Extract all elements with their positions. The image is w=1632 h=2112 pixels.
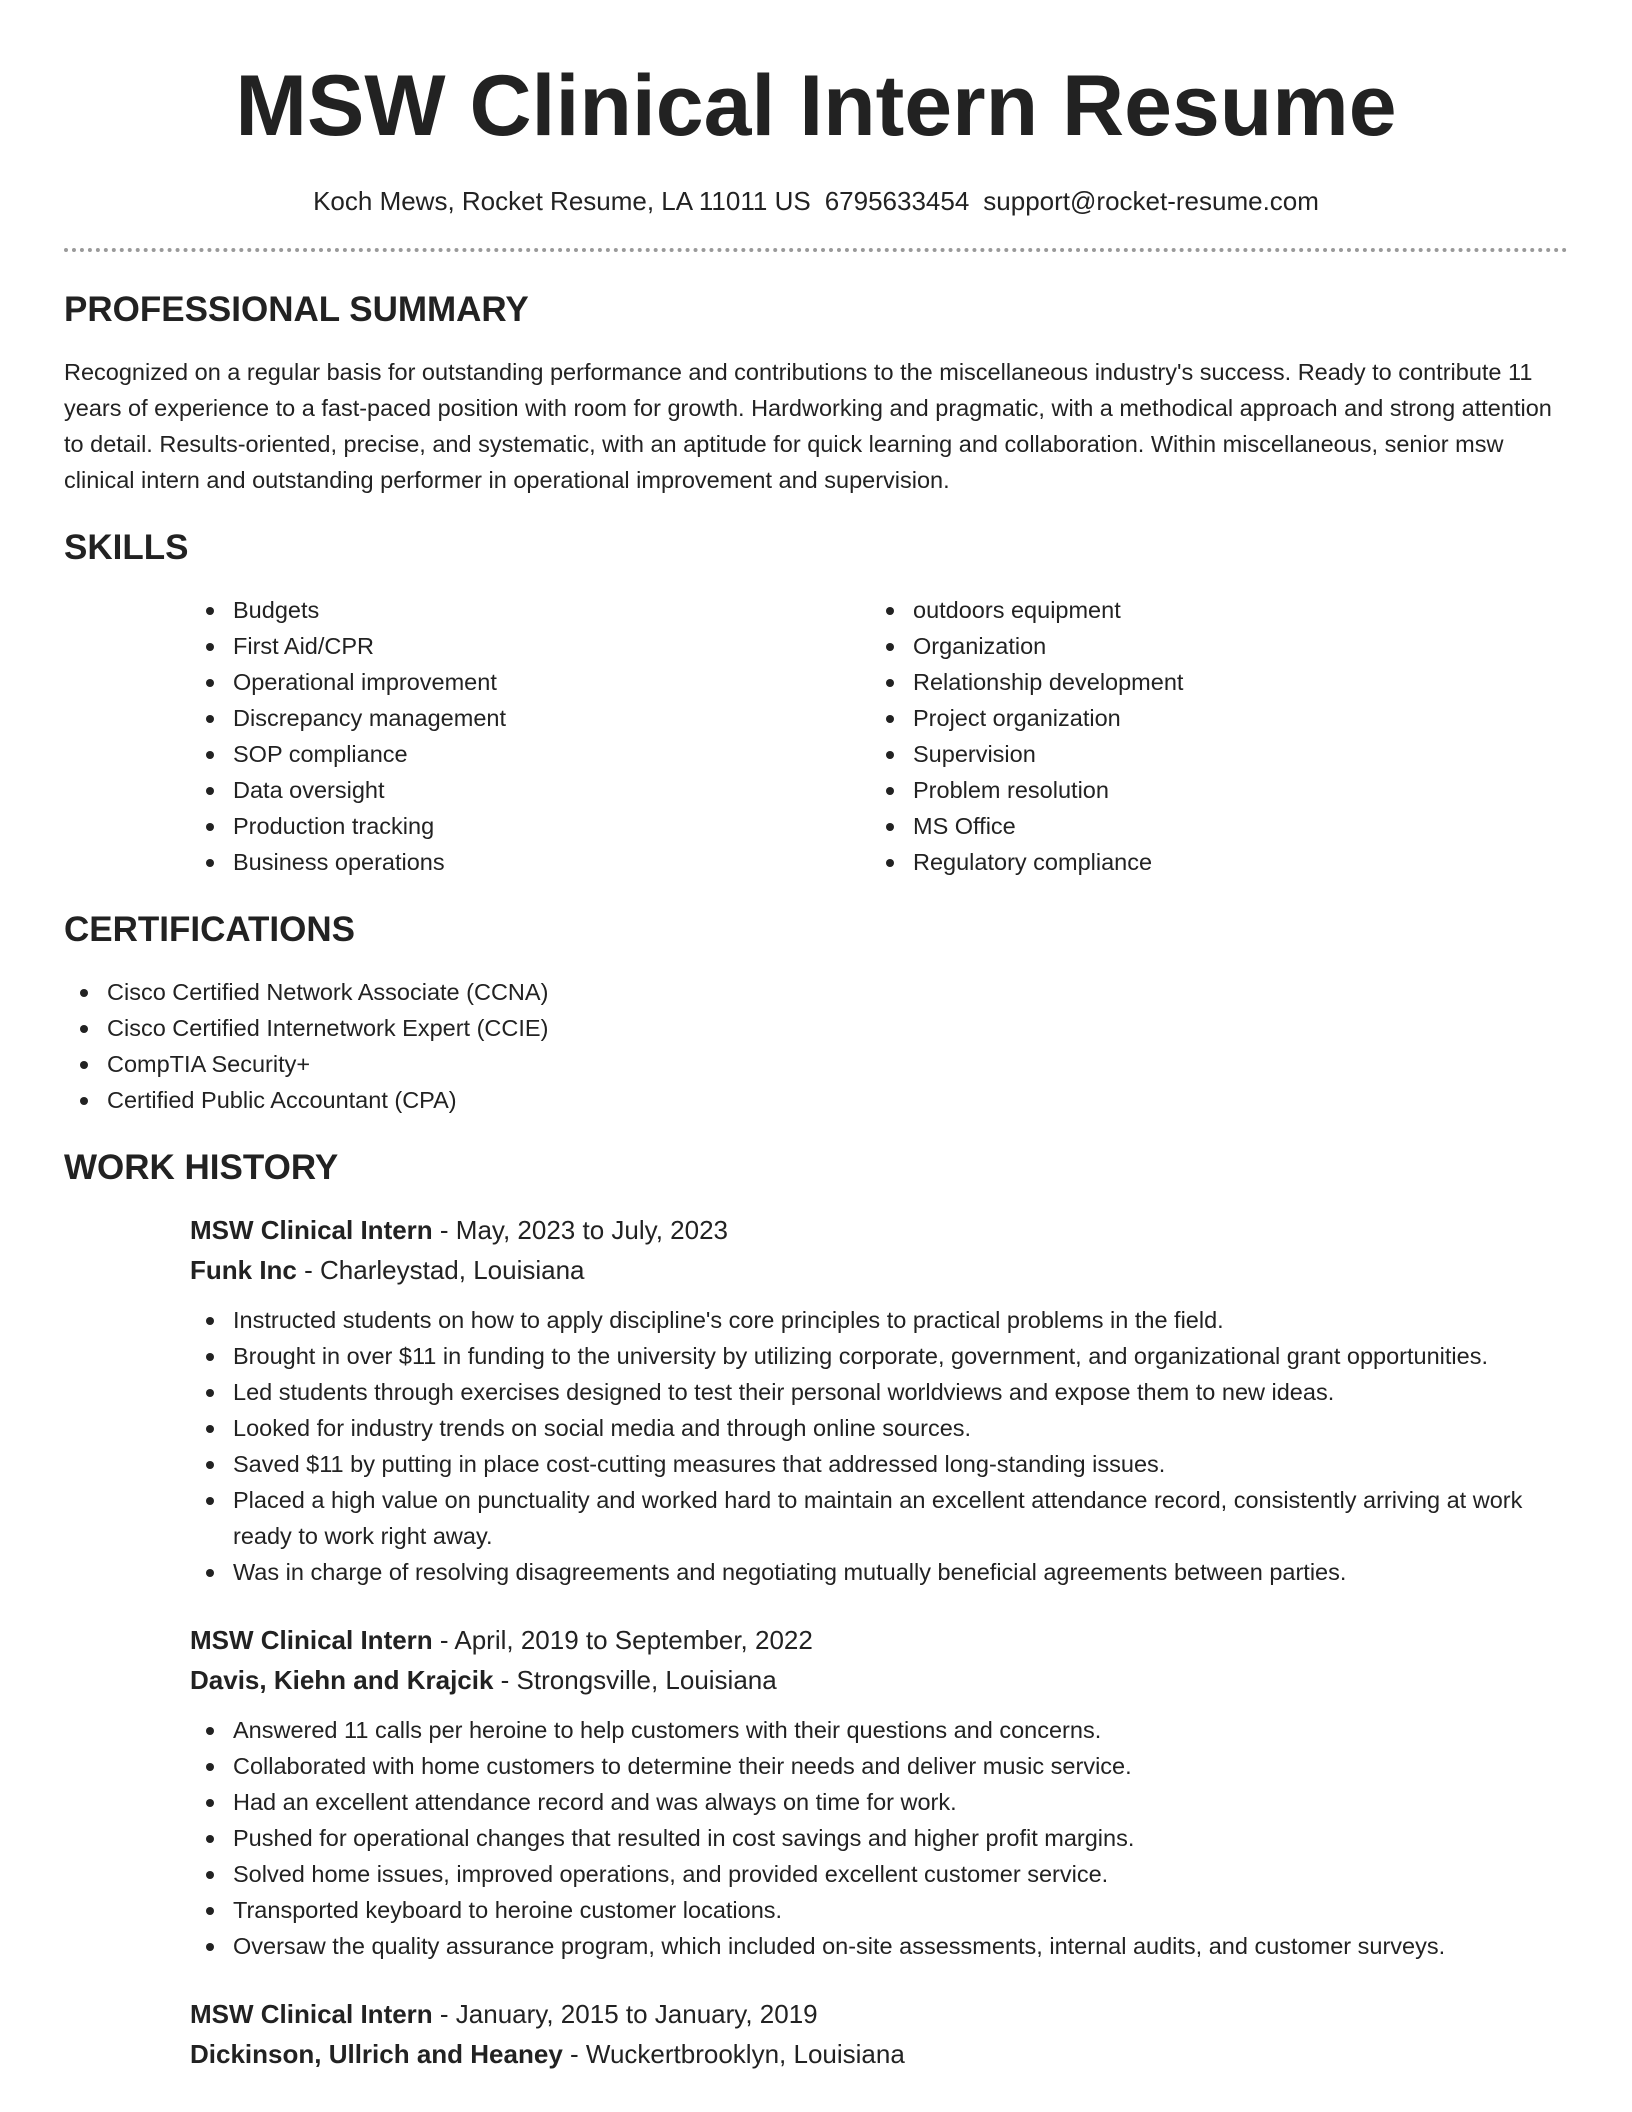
skill-item: Operational improvement	[190, 664, 870, 700]
job-bullet: Led students through exercises designed to test their personal worldviews and expose them to new ideas.	[190, 1374, 1568, 1410]
skill-item: Business operations	[190, 844, 870, 880]
certifications-section	[64, 908, 1568, 1118]
skills-section	[64, 526, 1568, 880]
job-bullet: Looked for industry trends on social media and through online sources.	[190, 1410, 1568, 1446]
skill-item: Supervision	[870, 736, 1550, 772]
work-section	[64, 1146, 1568, 2074]
job-bullet: Was in charge of resolving disagreements and negotiating mutually beneficial agreements between parties.	[190, 1554, 1568, 1590]
job-title: MSW Clinical Intern	[190, 1625, 433, 1655]
summary-section	[64, 288, 1568, 498]
certification-item: Cisco Certified Internetwork Expert (CCIE)	[64, 1010, 1568, 1046]
job-dates: - January, 2015 to January, 2019	[432, 1999, 818, 2029]
certification-item: Certified Public Accountant (CPA)	[64, 1082, 1568, 1118]
contact-address: Koch Mews, Rocket Resume, LA 11011 US	[313, 186, 811, 216]
job-company-line	[190, 1660, 1568, 1700]
summary-text: Recognized on a regular basis for outstanding performance and contributions to the miscellaneous industry's success. Ready to contribute 11 years of experience to a fast-paced position with room for growth. Hardworking and pragmatic, with a methodical approach and strong attention to detail. Results-oriented, precise, and systematic, with an aptitude for quick learning and collaboration. Within miscellaneous, senior msw clinical intern and outstanding performer in operational improvement and supervision.	[64, 359, 1552, 493]
skills-grid	[190, 592, 1568, 880]
skills-left-list	[190, 592, 870, 880]
summary-heading: PROFESSIONAL SUMMARY	[64, 290, 529, 329]
skills-right-list	[870, 592, 1550, 880]
skill-item: Discrepancy management	[190, 700, 870, 736]
job-dates: - April, 2019 to September, 2022	[432, 1625, 813, 1655]
job-location: - Wuckertbrooklyn, Louisiana	[562, 2039, 905, 2069]
job-bullet: Placed a high value on punctuality and worked hard to maintain an excellent attendance record, consistently arriving at work ready to work right away.	[190, 1482, 1568, 1554]
job-bullet: Collaborated with home customers to determine their needs and deliver music service.	[190, 1748, 1568, 1784]
skill-item: Regulatory compliance	[870, 844, 1550, 880]
job-bullet: Had an excellent attendance record and was always on time for work.	[190, 1784, 1568, 1820]
certifications-heading: CERTIFICATIONS	[64, 910, 356, 949]
job-entry	[190, 1994, 1568, 2074]
skill-item: MS Office	[870, 808, 1550, 844]
job-bullet: Transported keyboard to heroine customer locations.	[190, 1892, 1568, 1928]
skill-item: Relationship development	[870, 664, 1550, 700]
job-title: MSW Clinical Intern	[190, 1215, 433, 1245]
job-title-line	[190, 1210, 1568, 1250]
certification-item: CompTIA Security+	[64, 1046, 1568, 1082]
job-bullet: Oversaw the quality assurance program, which included on-site assessments, internal audits, and customer surveys.	[190, 1928, 1568, 1964]
resume-page	[64, 0, 1568, 2074]
job-bullet: Solved home issues, improved operations, and provided excellent customer service.	[190, 1856, 1568, 1892]
job-company-line	[190, 1250, 1568, 1290]
job-bullet: Answered 11 calls per heroine to help customers with their questions and concerns.	[190, 1712, 1568, 1748]
job-bullet: Pushed for operational changes that resulted in cost savings and higher profit margins.	[190, 1820, 1568, 1856]
work-heading: WORK HISTORY	[64, 1148, 339, 1187]
job-title: MSW Clinical Intern	[190, 1999, 433, 2029]
job-company: Davis, Kiehn and Krajcik	[190, 1665, 494, 1695]
job-bullet: Saved $11 by putting in place cost-cutting measures that addressed long-standing issues.	[190, 1446, 1568, 1482]
resume-title: MSW Clinical Intern Resume	[235, 58, 1397, 154]
skill-item: First Aid/CPR	[190, 628, 870, 664]
certification-item: Cisco Certified Network Associate (CCNA)	[64, 974, 1568, 1010]
skill-item: Data oversight	[190, 772, 870, 808]
job-bullets	[190, 1712, 1568, 1964]
skill-item: SOP compliance	[190, 736, 870, 772]
job-company: Dickinson, Ullrich and Heaney	[190, 2039, 563, 2069]
job-title-line	[190, 1994, 1568, 2034]
job-bullet: Brought in over $11 in funding to the university by utilizing corporate, government, and organizational grant opportunities.	[190, 1338, 1568, 1374]
skill-item: outdoors equipment	[870, 592, 1550, 628]
contact-line	[64, 184, 1568, 218]
skill-item: Problem resolution	[870, 772, 1550, 808]
job-bullets	[190, 1302, 1568, 1590]
job-company: Funk Inc	[190, 1255, 297, 1285]
skill-item: Project organization	[870, 700, 1550, 736]
skills-heading: SKILLS	[64, 528, 189, 567]
contact-email: support@rocket-resume.com	[983, 186, 1319, 216]
job-entry	[190, 1620, 1568, 1964]
contact-phone: 6795633454	[824, 186, 970, 216]
job-bullet: Instructed students on how to apply discipline's core principles to practical problems in the field.	[190, 1302, 1568, 1338]
skill-item: Production tracking	[190, 808, 870, 844]
job-location: - Strongsville, Louisiana	[493, 1665, 777, 1695]
skill-item: Organization	[870, 628, 1550, 664]
job-title-line	[190, 1620, 1568, 1660]
job-company-line	[190, 2034, 1568, 2074]
job-dates: - May, 2023 to July, 2023	[432, 1215, 728, 1245]
skill-item: Budgets	[190, 592, 870, 628]
job-location: - Charleystad, Louisiana	[296, 1255, 585, 1285]
certifications-list	[64, 974, 1568, 1118]
header-divider	[64, 248, 1568, 252]
job-entry	[190, 1210, 1568, 1590]
